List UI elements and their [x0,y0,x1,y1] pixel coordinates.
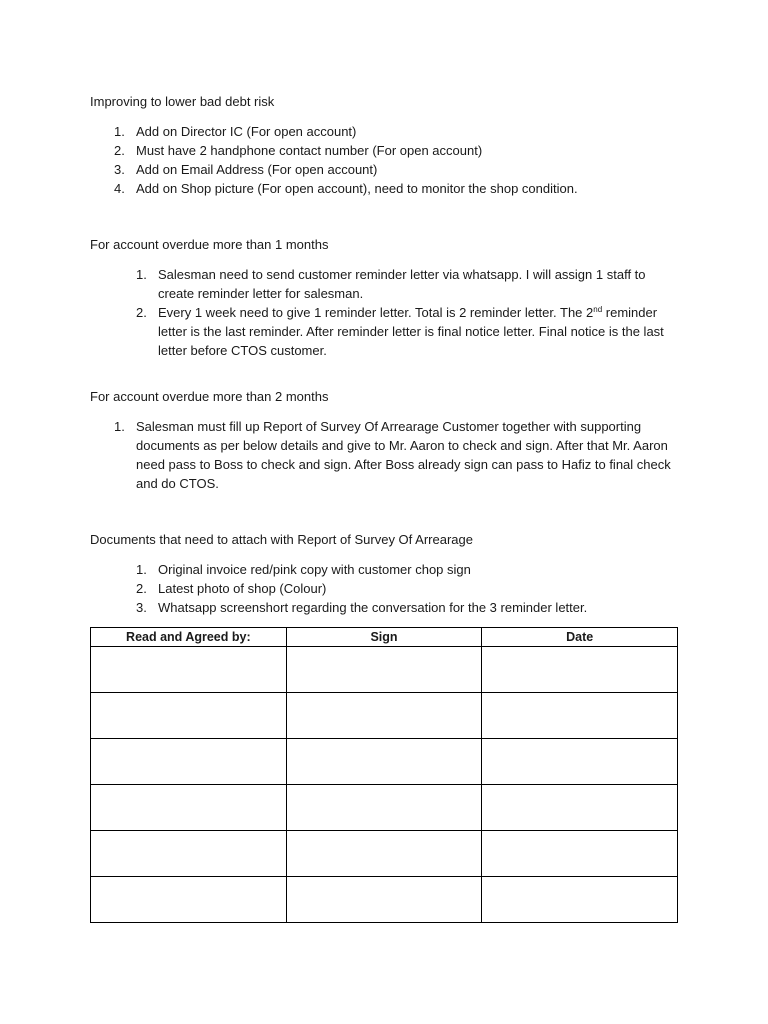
sign-cell[interactable] [286,647,482,693]
list-item: 1. Salesman must fill up Report of Survey Of Arrearage Customer together with supporting documents as per below details and give to Mr. Aaron to check and sign. After that Mr. Aaron need pass to Boss to check and sign. After Boss already sign can pass to Hafiz to final check and do CTOS. [114,419,671,491]
name-cell[interactable] [91,785,287,831]
list-item: 3. Whatsapp screenshort regarding the conversation for the 3 reminder letter. [136,600,588,615]
date-cell[interactable] [482,785,678,831]
table-row [91,647,678,693]
date-cell[interactable] [482,647,678,693]
sign-cell[interactable] [286,877,482,923]
date-cell[interactable] [482,831,678,877]
table-row [91,785,678,831]
list-item: 1. Add on Director IC (For open account) [114,124,357,139]
section-heading-documents: Documents that need to attach with Report of Survey Of Arrearage [90,532,473,547]
sign-header: Sign [286,628,482,647]
list-item: 4. Add on Shop picture (For open account), need to monitor the shop condition. [114,181,578,196]
table-row [91,693,678,739]
table-row [91,877,678,923]
name-cell[interactable] [91,647,287,693]
table-row [91,831,678,877]
bad-debt-list [114,122,696,198]
overdue-2-months-list [114,417,676,493]
sign-cell[interactable] [286,693,482,739]
sign-cell[interactable] [286,739,482,785]
list-item: 1. Salesman need to send customer reminder letter via whatsapp. I will assign 1 staff to create reminder letter for salesman. [136,267,646,301]
name-cell[interactable] [91,831,287,877]
signoff-table [90,627,678,923]
table-header-row [91,628,678,647]
list-item: 1. Original invoice red/pink copy with customer chop sign [136,562,471,577]
list-item: 3. Add on Email Address (For open account) [114,162,378,177]
documents-list [136,560,678,617]
section-heading-overdue-1-month: For account overdue more than 1 months [90,237,329,252]
overdue-1-month-list [136,265,678,360]
date-cell[interactable] [482,877,678,923]
read-and-agreed-header: Read and Agreed by: [91,628,287,647]
list-item: 2. Must have 2 handphone contact number (For open account) [114,143,483,158]
list-item: 2. Latest photo of shop (Colour) [136,581,327,596]
name-cell[interactable] [91,693,287,739]
table-row [91,739,678,785]
name-cell[interactable] [91,877,287,923]
section-heading-overdue-2-months: For account overdue more than 2 months [90,389,329,404]
name-cell[interactable] [91,739,287,785]
sign-cell[interactable] [286,831,482,877]
section-heading-bad-debt: Improving to lower bad debt risk [90,94,275,109]
date-cell[interactable] [482,739,678,785]
list-item: 2. Every 1 week need to give 1 reminder letter. Total is 2 reminder letter. The 2nd reminder letter is the last reminder. After reminder letter is final notice letter. Final notice is the last letter before CTOS customer. [136,305,664,358]
date-header: Date [482,628,678,647]
sign-cell[interactable] [286,785,482,831]
date-cell[interactable] [482,693,678,739]
